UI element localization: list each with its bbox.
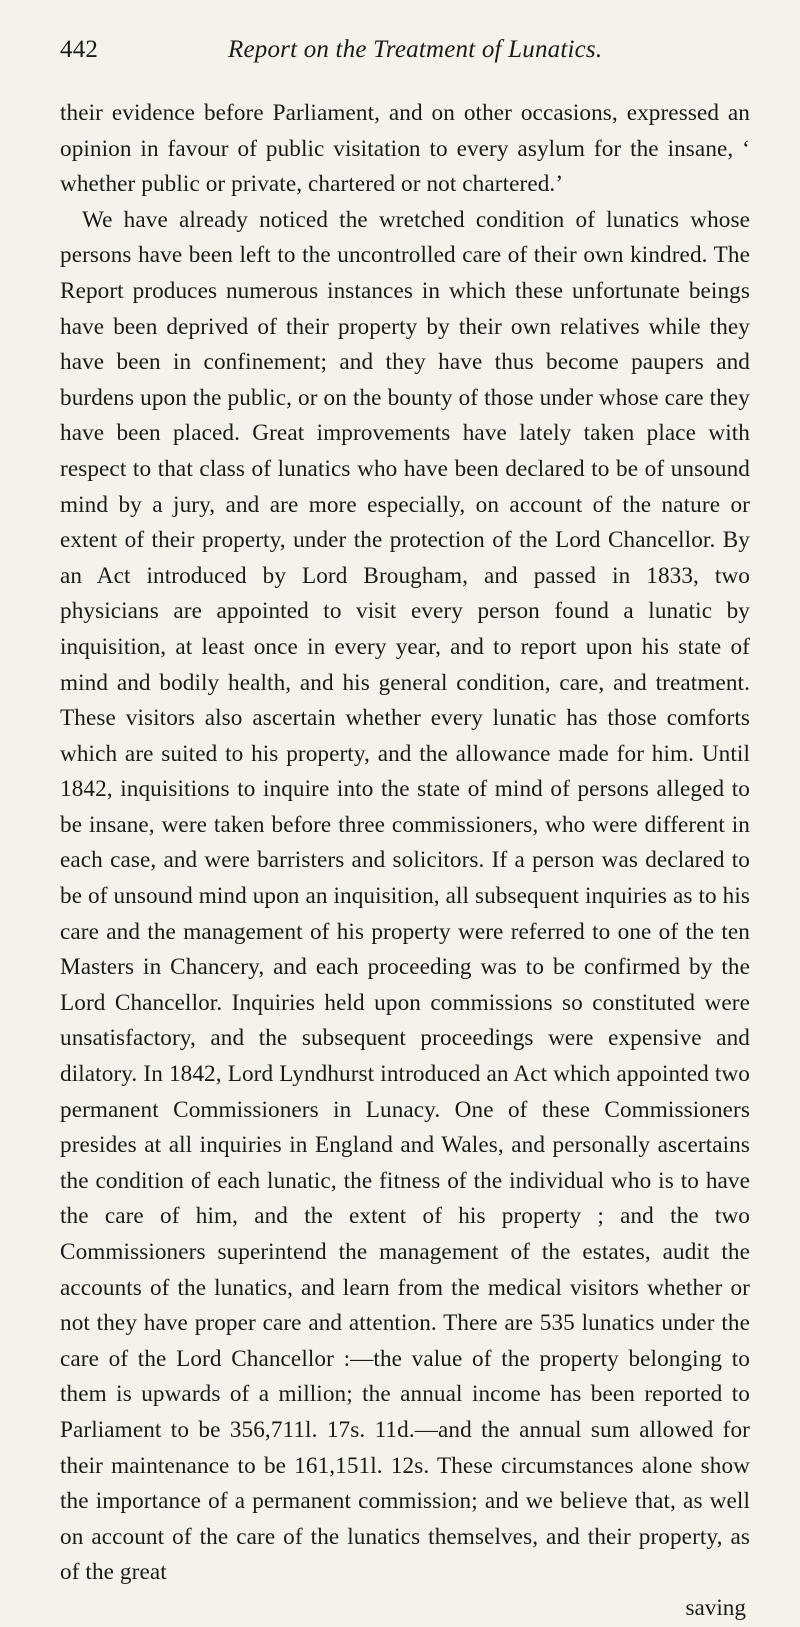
running-head [60,36,750,96]
running-title: Report on the Treatment of Lunatics. [228,36,603,63]
paragraph-continuation: their evidence before Parliament, and on other occasions, expressed an opinion in favour of public visitation to every asylum for the insane, ‘ whether public or private, chartered or not chartered.’ [60,100,750,198]
page-number: 442 [60,36,99,63]
catchword: saving [685,1594,746,1621]
body-text [60,96,750,1591]
paragraph-lunatics-property: We have already noticed the wretched condition of lunatics whose persons have been left to the uncontrolled care of their own kindred. The Report produces numerous instances in which these unfortunate beings have been deprived of their property by their own relatives while they have been in confinement; and they have thus become paupers and burdens upon the public, or on the bounty of those under whose care they have been placed. Great improvements have lately taken place with respect to that class of lunatics who have been declared to be of unsound mind by a jury, and are more especially, on account of the nature or extent of their property, under the protection of the Lord Chancellor. By an Act introduced by Lord Brougham, and passed in 1833, two physicians are appointed to visit every person found a lunatic by inquisition, at least once in every year, and to report upon his state of mind and bodily health, and his general condition, care, and treatment. These visitors also ascertain whether every lunatic has those comforts which are suited to his property, and the allowance made for him. Until 1842, inquisitions to inquire into the state of mind of persons alleged to be insane, were taken before three commissioners, who were different in each case, and were barristers and solicitors. If a person was declared to be of unsound mind upon an inquisition, all subsequent inquiries as to his care and the management of his property were referred to one of the ten Masters in Chancery, and each proceeding was to be confirmed by the Lord Chancellor. Inquiries held upon commissions so constituted were unsatisfactory, and the subsequent proceedings were expensive and dilatory. In 1842, Lord Lyndhurst introduced an Act which appointed two permanent Commissioners in Lunacy. One of these Commissioners presides at all inquiries in England and Wales, and personally ascertains the condition of each lunatic, the fitness of the individual who is to have the care of him, and the extent of his property ; and the two Commissioners superintend the management of the estates, audit the accounts of the lunatics, and learn from the medical visitors whether or not they have proper care and attention. There are 535 lunatics under the care of the Lord Chancellor :—the value of the property belonging to them is upwards of a million; the annual income has been reported to Parliament to be 356,711l. 17s. 11d.—and the annual sum allowed for their maintenance to be 161,151l. 12s. These circumstances alone show the importance of a permanent commission; and we believe that, as well on account of the care of the lunatics themselves, and their property, as of the great [60,206,750,1586]
